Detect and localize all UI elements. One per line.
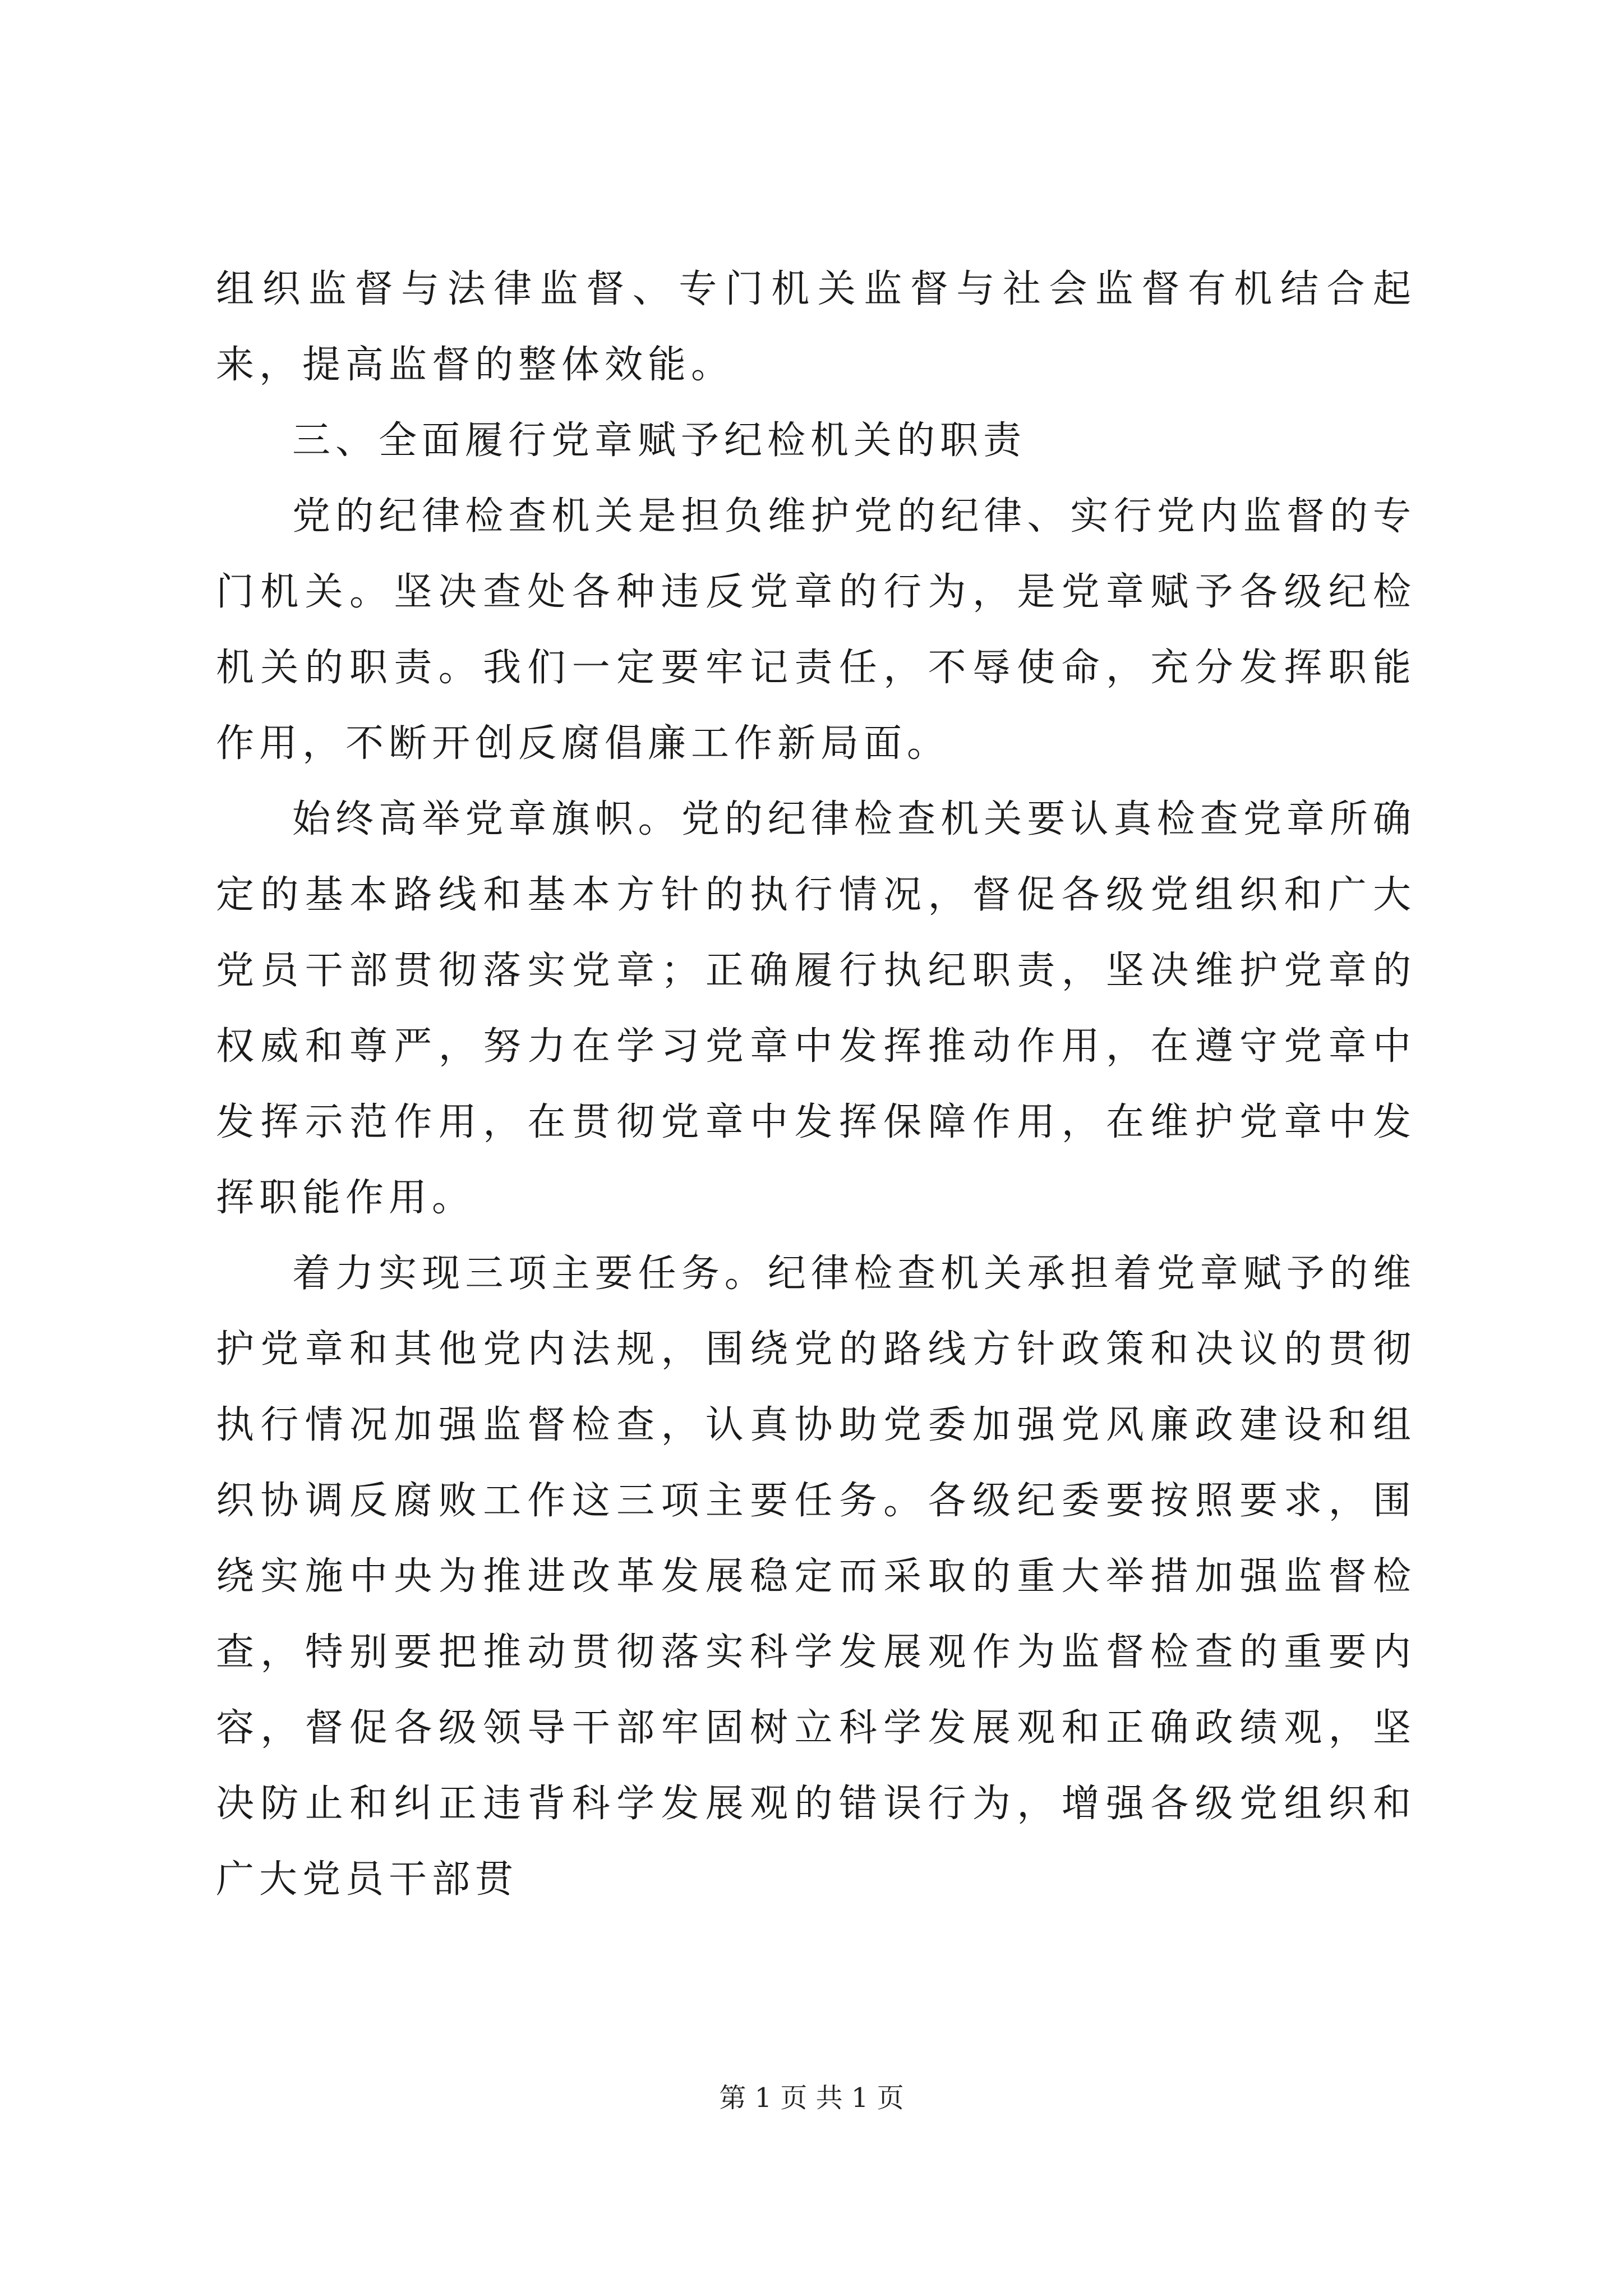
paragraph: 党的纪律检查机关是担负维护党的纪律、实行党内监督的专门机关。坚决查处各种违反党章的行为，是党章赋予各级纪检机关的职责。我们一定要牢记责任，不辱使命，充分发挥职能作用，不断开创反腐倡廉工作新局面。: [216, 494, 1416, 766]
section-heading: 三、全面履行党章赋予纪检机关的职责: [292, 418, 1027, 463]
paragraph: 始终高举党章旗帜。党的纪律检查机关要认真检查党章所确定的基本路线和基本方针的执行情况，督促各级党组织和广大党员干部贯彻落实党章；正确履行执纪职责，坚决维护党章的权威和尊严，努力在学习党章中发挥推动作用，在遵守党章中发挥示范作用，在贯彻党章中发挥保障作用，在维护党章中发挥职能作用。: [216, 797, 1416, 1220]
paragraph: 着力实现三项主要任务。纪律检查机关承担着党章赋予的维护党章和其他党内法规，围绕党的路线方针政策和决议的贯彻执行情况加强监督检查，认真协助党委加强党风廉政建设和组织协调反腐败工作这三项主要任务。各级纪委要按照要求，围绕实施中央为推进改革发展稳定而采取的重大举措加强监督检查，特别要把推动贯彻落实科学发展观作为监督检查的重要内容，督促各级领导干部牢固树立科学发展观和正确政绩观，坚决防止和纠正违背科学发展观的错误行为，增强各级党组织和广大党员干部贯: [216, 1251, 1416, 1902]
page-footer: 第 1 页 共 1 页: [719, 2082, 904, 2114]
paragraph: 组织监督与法律监督、专门机关监督与社会监督有机结合起来，提高监督的整体效能。: [216, 267, 1416, 387]
document-body: [216, 251, 1416, 1917]
